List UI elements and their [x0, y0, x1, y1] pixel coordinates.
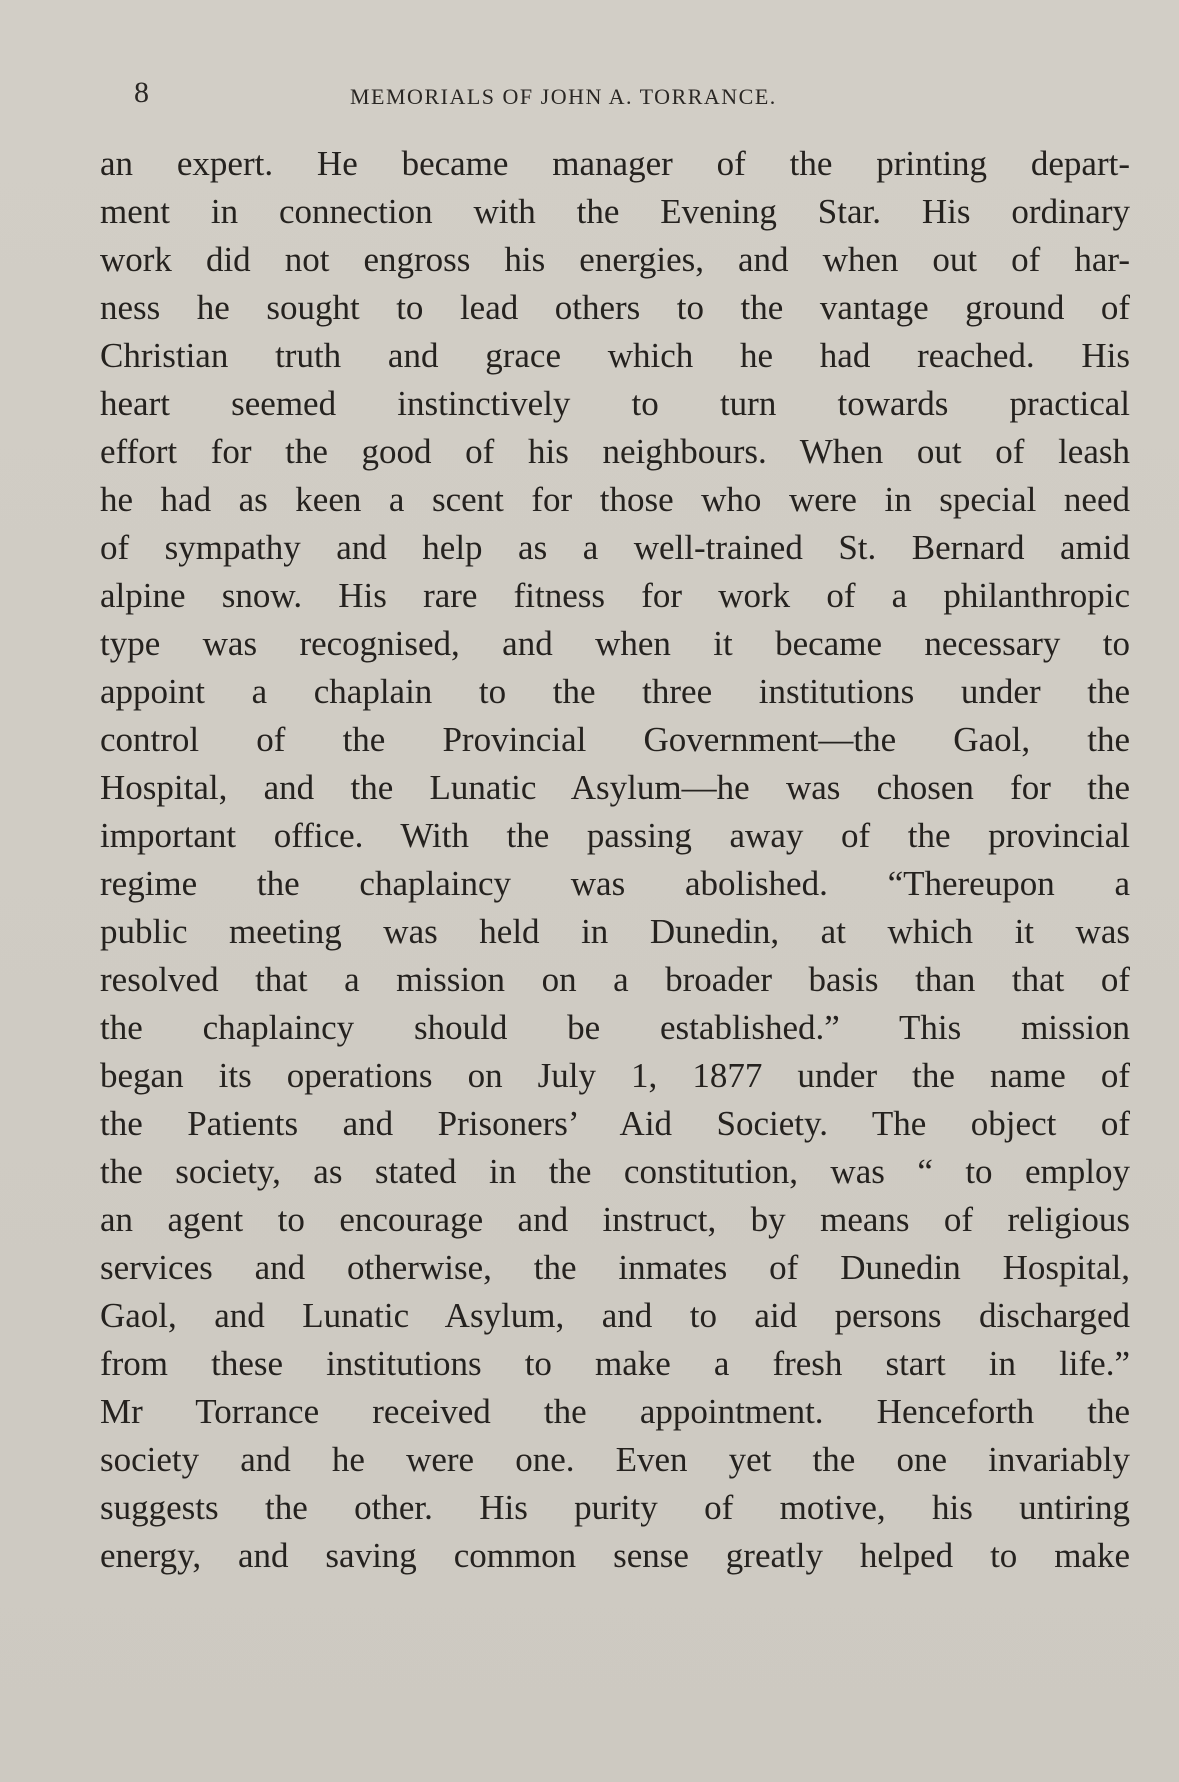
text-line: regime the chaplaincy was abolished. “Thereupon a	[100, 864, 1130, 903]
text-line: services and otherwise, the inmates of Dunedin Hospital,	[100, 1248, 1130, 1287]
text-line: the society, as stated in the constitution, was “ to employ	[100, 1152, 1130, 1191]
text-line: suggests the other. His purity of motive, his untiring	[100, 1488, 1130, 1527]
text-line: an agent to encourage and instruct, by means of religious	[100, 1200, 1130, 1239]
text-line: ment in connection with the Evening Star. His ordinary	[100, 192, 1130, 231]
text-line: Mr Torrance received the appointment. Henceforth the	[100, 1392, 1130, 1431]
text-line: type was recognised, and when it became necessary to	[100, 624, 1130, 663]
text-line: the chaplaincy should be established.” This mission	[100, 1008, 1130, 1047]
text-line: energy, and saving common sense greatly helped to make	[100, 1536, 1130, 1575]
text-line: he had as keen a scent for those who were in special need	[100, 480, 1130, 519]
text-line: effort for the good of his neighbours. When out of leash	[100, 432, 1130, 471]
text-line: ness he sought to lead others to the vantage ground of	[100, 288, 1130, 327]
page-header	[0, 76, 1179, 116]
text-line: society and he were one. Even yet the one invariably	[100, 1440, 1130, 1479]
text-line: began its operations on July 1, 1877 under the name of	[100, 1056, 1130, 1095]
text-line: work did not engross his energies, and when out of har-	[100, 240, 1130, 279]
text-line: an expert. He became manager of the printing depart-	[100, 144, 1130, 183]
text-line: from these institutions to make a fresh start in life.”	[100, 1344, 1130, 1383]
text-line: alpine snow. His rare fitness for work of a philanthropic	[100, 576, 1130, 615]
text-line: of sympathy and help as a well-trained St. Bernard amid	[100, 528, 1130, 567]
text-line: public meeting was held in Dunedin, at which it was	[100, 912, 1130, 951]
text-line: the Patients and Prisoners’ Aid Society. The object of	[100, 1104, 1130, 1143]
text-line: appoint a chaplain to the three institutions under the	[100, 672, 1130, 711]
page-number: 8	[134, 76, 149, 109]
text-line: control of the Provincial Government—the Gaol, the	[100, 720, 1130, 759]
text-line: Christian truth and grace which he had reached. His	[100, 336, 1130, 375]
text-line: important office. With the passing away of the provincial	[100, 816, 1130, 855]
text-line: Gaol, and Lunatic Asylum, and to aid persons discharged	[100, 1296, 1130, 1335]
text-line: resolved that a mission on a broader basis than that of	[100, 960, 1130, 999]
text-line: Hospital, and the Lunatic Asylum—he was chosen for the	[100, 768, 1130, 807]
body-text	[100, 140, 1130, 1580]
text-line: heart seemed instinctively to turn towards practical	[100, 384, 1130, 423]
running-head: MEMORIALS OF JOHN A. TORRANCE.	[350, 84, 777, 109]
